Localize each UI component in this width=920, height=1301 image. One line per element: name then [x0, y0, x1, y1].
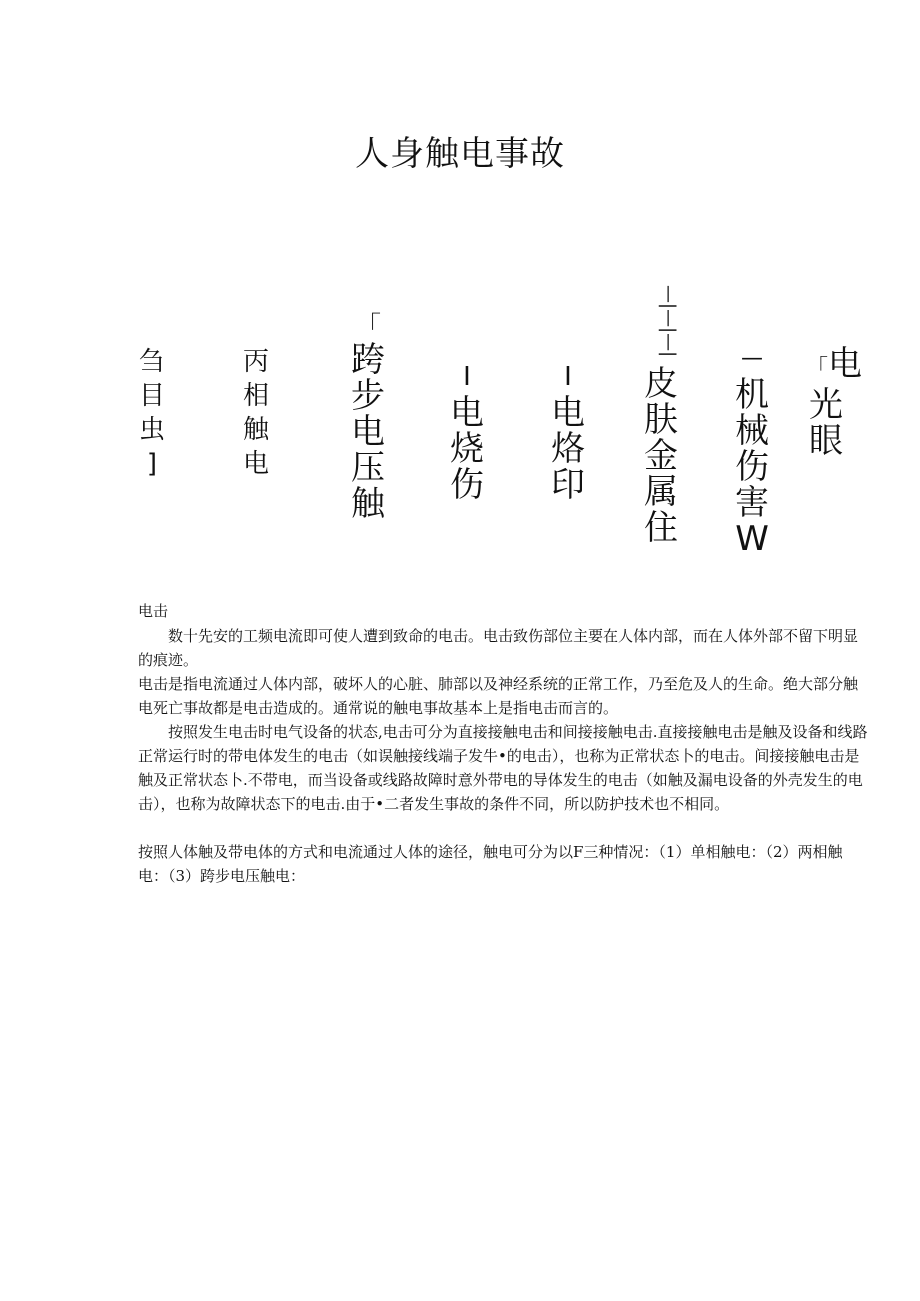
- page-title: 人身触电事故: [355, 134, 565, 174]
- column-1-char-2: 目: [138, 381, 165, 411]
- column-3-char-2: 步: [351, 376, 385, 416]
- column-1-char-3: 虫: [138, 415, 165, 445]
- diagram-column-3: [348, 312, 388, 522]
- column-6-char-3: 金: [644, 436, 678, 476]
- column-5-char-1: I电: [551, 362, 585, 433]
- paragraph-1: 数十先安的工频电流即可使人遭到致命的电击。电击致伤部位主要在人体内部，而在人体外部不留下明显的痕迹。: [138, 627, 859, 669]
- diagram-column-2: [236, 345, 276, 481]
- paragraph-2: 电击是指电流通过人体内部，破坏人的心脏、肺部以及神经系统的正常工作，乃至危及人的生命。绝大部分触电死亡事故都是电击造成的。通常说的触电事故基本上是指电击而言的。: [138, 675, 859, 717]
- column-7-char-3: 伤: [735, 447, 769, 487]
- column-4-char-1: I电: [450, 362, 484, 433]
- paragraph-4: 按照人体触及带电体的方式和电流通过人体的途径，触电可分为以F三种情况：（1）单相触电：（2）两相触电：（3）跨步电压触电：: [138, 843, 843, 885]
- diagram-column-7: [727, 336, 777, 557]
- column-3-char-1: 跨: [351, 340, 385, 380]
- column-6-char-4: 属: [644, 472, 678, 512]
- column-7-char-4: 害W: [735, 483, 769, 559]
- injury-types-diagram: [0, 0, 920, 580]
- section-heading: 电击: [138, 602, 169, 620]
- column-4-char-2: 烧: [450, 429, 484, 469]
- diagram-column-5: [548, 356, 588, 503]
- column-8-bracket: 「: [806, 356, 829, 381]
- column-5-marker: I: [564, 362, 572, 392]
- column-8-char-1: 「电: [806, 344, 863, 384]
- column-3-char-3: 电: [351, 412, 385, 452]
- column-5-char-3: 印: [551, 465, 585, 505]
- column-6-char-5: 住: [644, 508, 678, 548]
- column-2-char-3: 触: [242, 415, 269, 445]
- column-5-char-2: 烙: [551, 429, 585, 469]
- column-4-char-3: 伤: [450, 465, 484, 505]
- column-8-char-2: 光: [809, 385, 843, 425]
- diagram-column-6: [641, 276, 681, 546]
- column-3-char-4: 压: [351, 448, 385, 488]
- column-4-marker: I: [463, 362, 471, 392]
- diagram-column-8: [806, 344, 863, 461]
- column-7-char-1: —机: [735, 346, 769, 415]
- column-2-char-2: 相: [242, 381, 269, 411]
- paragraph-3: 按照发生电击时电气设备的状态,电击可分为直接接触电击和间接接触电击.直接接触电击是触及设备和线路正常运行时的带电体发生的电击（如误触接线端子发牛•的电击），也称为正常状态卜的电击。间接接触电击是触及正常状态卜.不带电，而当设备或线路故障时意外带电的导体发生的电击（如触及漏电设备的外壳发生的电击），也称为故障状态下的电击.由于•二者发生事故的条件不同，所以防护技术也不相同。: [138, 723, 868, 813]
- column-2-char-1: 丙: [242, 347, 269, 377]
- column-3-bracket: 「: [354, 312, 381, 342]
- column-8-char-3: 眼: [809, 421, 843, 461]
- column-2-char-4: 电: [242, 449, 269, 479]
- column-3-char-5: 触: [351, 484, 385, 524]
- column-6-char-1: 皮: [644, 364, 678, 404]
- column-6-ticks: —|—|—|: [658, 284, 679, 358]
- column-7-char-2: 械: [735, 411, 769, 451]
- column-1-char-4: ]: [146, 449, 158, 479]
- diagram-column-1: [132, 345, 172, 481]
- column-1-char-1: 刍: [138, 347, 165, 377]
- column-7-marker: —: [741, 346, 763, 371]
- column-6-char-2: 肤: [644, 400, 678, 440]
- diagram-column-4: [447, 356, 487, 503]
